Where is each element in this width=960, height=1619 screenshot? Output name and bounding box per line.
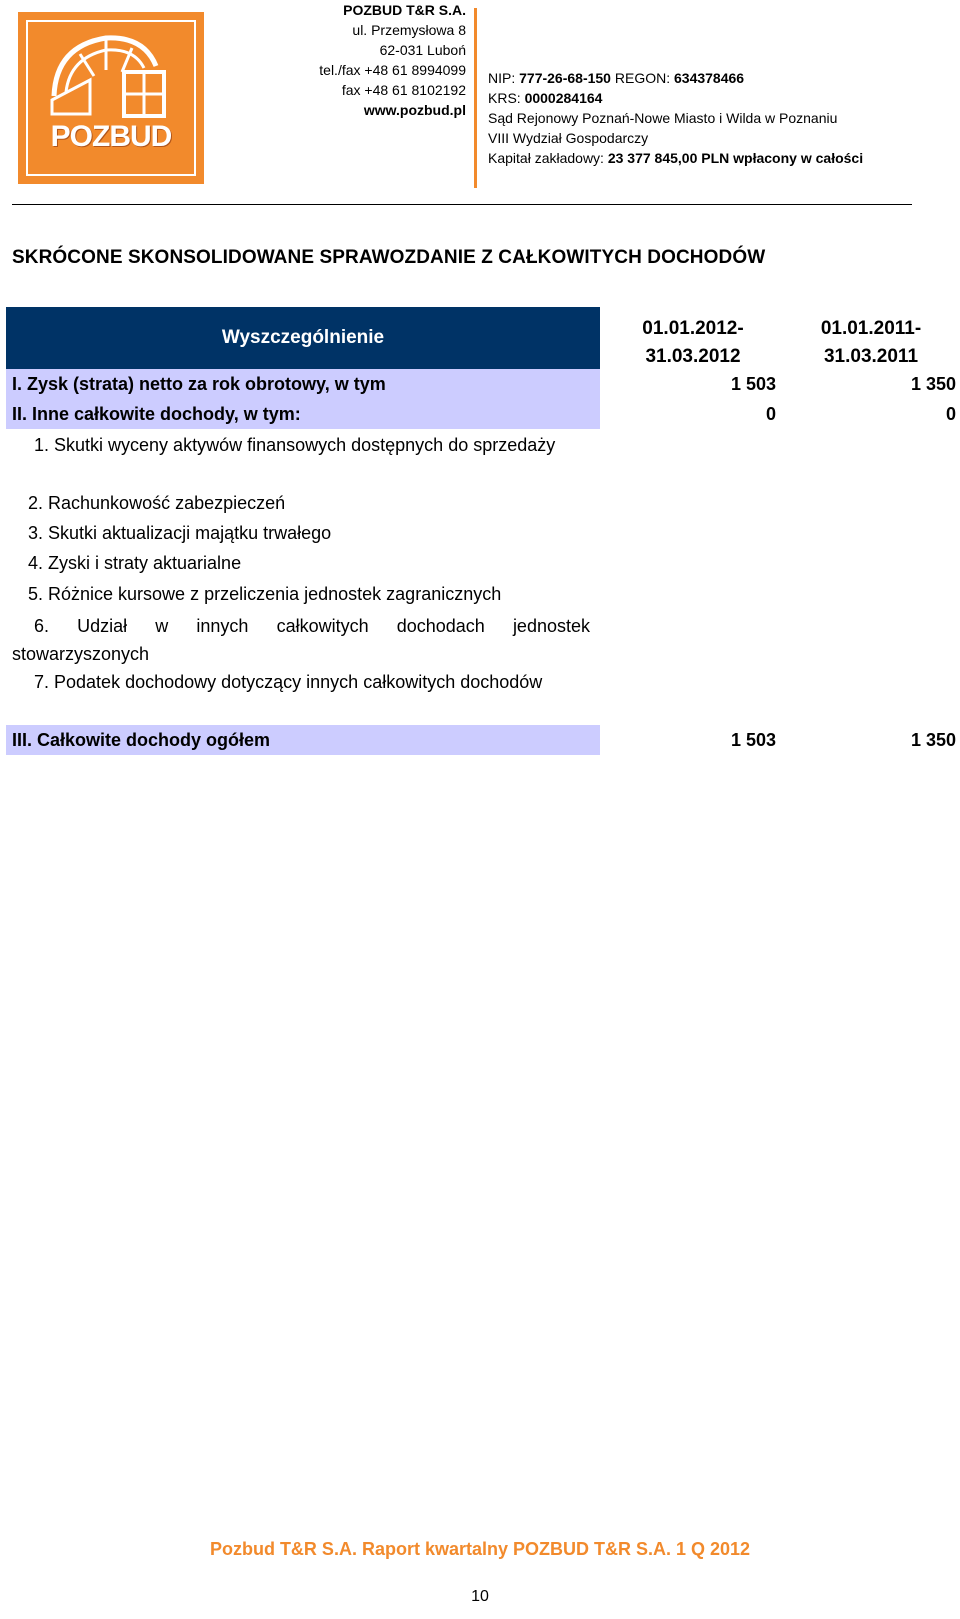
capital-value: 23 377 845,00 PLN wpłacony w całości (607, 150, 864, 166)
page-number: 10 (471, 1588, 489, 1605)
division-line: VIII Wydział Gospodarczy (488, 130, 649, 146)
row-label: 6. Udział w innych całkowitych dochodach jednostek stowarzyszonych (12, 616, 590, 664)
report-footer: Pozbud T&R S.A. Raport kwartalny POZBUD T&R S.A. 1 Q 2012 (209, 1539, 751, 1559)
phone-fax: tel./fax +48 61 8994099 (319, 62, 466, 78)
column-header-period-2012: 01.01.2012- 31.03.2012 (642, 318, 744, 367)
street-address: ul. Przemysłowa 8 (352, 22, 466, 38)
company-name: POZBUD T&R S.A. (343, 2, 466, 18)
header-divider (474, 8, 477, 188)
row-label: 7. Podatek dochodowy dotyczący innych całkowitych dochodów (34, 672, 543, 692)
krs-label: KRS: (488, 90, 525, 106)
row-label: 5. Różnice kursowe z przeliczenia jednostek zagranicznych (28, 584, 502, 604)
table-row (6, 725, 956, 755)
window-icon (44, 26, 174, 122)
row-value-2012: 1 503 (730, 374, 776, 394)
row-value-2011: 0 (945, 404, 956, 424)
column-header-label: Wyszczególnienie (6, 307, 600, 369)
row-label: 3. Skutki aktualizacji majątku trwałego (28, 523, 332, 543)
capital-label: Kapitał zakładowy: (488, 150, 608, 166)
header-rule (12, 204, 912, 205)
row-value-2011: 1 350 (910, 374, 956, 394)
table-row (6, 369, 956, 399)
row-label: 1. Skutki wyceny aktywów finansowych dostępnych do sprzedaży (34, 435, 556, 455)
company-address (250, 0, 466, 120)
row-label: 4. Zyski i straty aktuarialne (28, 553, 242, 573)
row-label: I. Zysk (strata) netto za rok obrotowy, w tym (6, 369, 600, 399)
capital-line (488, 148, 863, 168)
nip-value: 777-26-68-150 (519, 70, 611, 86)
court-line: Sąd Rejonowy Poznań-Nowe Miasto i Wilda w Poznaniu (488, 110, 838, 126)
row-label: III. Całkowite dochody ogółem (6, 725, 600, 755)
nip-label: NIP: (488, 70, 520, 86)
legal-info (488, 68, 863, 168)
city-address: 62-031 Luboń (379, 42, 466, 58)
logo-wordmark: POZBUD (50, 120, 172, 153)
row-value-2011: 1 350 (910, 730, 956, 750)
row-label: II. Inne całkowite dochody, w tym: (6, 399, 600, 429)
company-logo (18, 12, 204, 184)
table-row (6, 399, 956, 429)
krs-value: 0000284164 (524, 90, 603, 106)
regon-value: 634378466 (674, 70, 745, 86)
page-title: SKRÓCONE SKONSOLIDOWANE SPRAWOZDANIE Z CAŁKOWITYCH DOCHODÓW (12, 247, 766, 268)
website-link[interactable]: www.pozbud.pl (363, 102, 466, 118)
nip-regon-line (488, 68, 863, 88)
row-label: 2. Rachunkowość zabezpieczeń (28, 493, 286, 513)
fax-number: fax +48 61 8102192 (341, 82, 466, 98)
krs-line (488, 88, 863, 108)
column-header-period-2011: 01.01.2011- 31.03.2011 (820, 318, 922, 367)
row-value-2012: 1 503 (730, 730, 776, 750)
row-value-2012: 0 (765, 404, 776, 424)
regon-label: REGON: (610, 70, 674, 86)
